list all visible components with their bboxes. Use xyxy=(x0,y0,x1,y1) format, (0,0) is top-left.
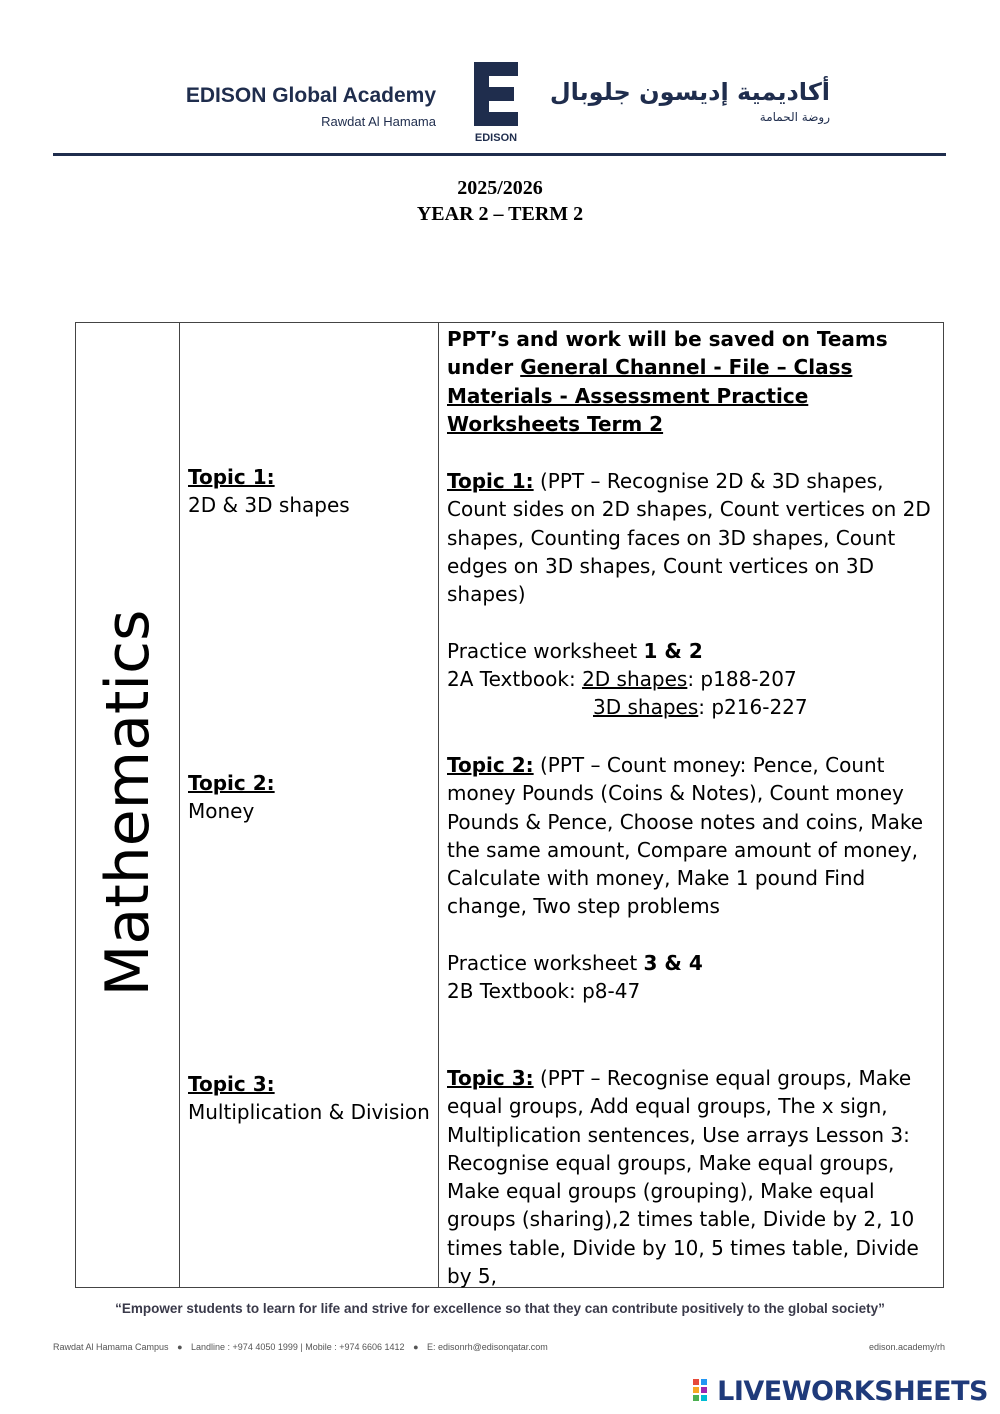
topic-label-3 xyxy=(188,1070,430,1126)
topic2-block xyxy=(447,751,941,1006)
topic-label-2 xyxy=(188,769,275,825)
intro-text: PPT’s and work will be saved on Teams under General Channel - File – Class Materials - Assessment Practice Worksheets Term 2 xyxy=(447,327,888,436)
brand-english xyxy=(186,84,436,129)
school-motto: “Empower students to learn for life and strive for excellence so that they can contribute positively to the global society” xyxy=(115,1301,885,1316)
curriculum-table xyxy=(75,322,944,1288)
document-title xyxy=(0,175,1000,227)
liveworksheets-text: LIVEWORKSHEETS xyxy=(717,1375,988,1407)
liveworksheets-watermark xyxy=(693,1374,988,1408)
brand-name-en: EDISON Global Academy xyxy=(185,84,436,107)
topic-name: Money xyxy=(188,799,255,823)
column-divider xyxy=(438,323,439,1287)
topic-heading: Topic 3: xyxy=(188,1072,275,1096)
topic-name: 2D & 3D shapes xyxy=(188,493,350,517)
edison-logo xyxy=(470,62,522,146)
brand-arabic xyxy=(549,78,830,124)
topic1-description: Topic 1: (PPT – Recognise 2D & 3D shapes, Count sides on 2D shapes, Count vertices on 2D shapes, Counting faces on 3D shapes, Count edges on 3D shapes, Count vertices on 3D shapes) xyxy=(447,469,931,607)
topic-heading: Topic 1: xyxy=(188,465,275,489)
topic-label-1 xyxy=(188,463,350,519)
year-term: YEAR 2 – TERM 2 xyxy=(416,203,584,225)
topic2-description: Topic 2: (PPT – Count money: Pence, Count money Pounds (Coins & Notes), Count money Pounds & Pence, Choose notes and coins, Make the same amount, Compare amount of money, Calculate with money, Make 1 pound Find change, Two step problems xyxy=(447,753,924,919)
logo-label: EDISON xyxy=(474,132,518,144)
email[interactable]: E: edisonrh@edisonqatar.com xyxy=(427,1342,548,1352)
subject-name: Mathematics xyxy=(93,609,163,997)
page-header xyxy=(0,0,1000,160)
campus-label: Rawdat Al Hamama Campus xyxy=(53,1342,169,1352)
topic3-block xyxy=(447,1064,941,1290)
topic2-worksheet: Practice worksheet 3 & 4 xyxy=(447,951,703,976)
intro-block xyxy=(447,325,941,438)
campus-name-en: Rawdat Al Hamama xyxy=(321,114,436,129)
liveworksheets-icon xyxy=(693,1379,715,1403)
edison-e-icon xyxy=(474,62,518,126)
academic-year: 2025/2026 xyxy=(457,177,543,199)
contact-line: Rawdat Al Hamama Campus ● Landline : +974 4050 1999 | Mobile : +974 6606 1412 ● E: edisonrh@edisonqatar.com xyxy=(53,1342,548,1352)
topic3-description: Topic 3: (PPT – Recognise equal groups, Make equal groups, Add equal groups, The x sign, Multiplication sentences, Use arrays Lesson 3: Recognise equal groups, Make equal groups, Make equal groups (grouping), Make equal groups (sharing),2 times table, Divide by 2, 10 times table, Divide by 10, 5 times table, Divide by 5, xyxy=(447,1066,919,1289)
subject-cell xyxy=(76,323,180,1287)
website-link[interactable]: edison.academy/rh xyxy=(868,1342,945,1352)
topic1-textbook: 2A Textbook: 2D shapes: p188-207 xyxy=(447,667,797,692)
topic-name: Multiplication & Division xyxy=(188,1100,430,1124)
topic1-textbook-3d: 3D shapes: p216-227 xyxy=(593,695,808,720)
campus-name-ar: روضة الحمامة xyxy=(759,110,830,124)
teams-path: General Channel - File – Class Materials - Assessment Practice Worksheets Term 2 xyxy=(447,355,853,436)
topic2-textbook: 2B Textbook: p8-47 xyxy=(447,979,641,1004)
header-divider xyxy=(53,153,946,156)
topic1-worksheet: Practice worksheet 1 & 2 xyxy=(447,638,703,663)
brand-name-ar: أكاديمية إديسون جلوبال xyxy=(549,78,830,106)
mobile: Mobile : +974 6606 1412 xyxy=(305,1342,405,1352)
topic-heading: Topic 2: xyxy=(188,771,275,795)
landline: Landline : +974 4050 1999 xyxy=(191,1342,298,1352)
topic1-block xyxy=(447,467,941,722)
